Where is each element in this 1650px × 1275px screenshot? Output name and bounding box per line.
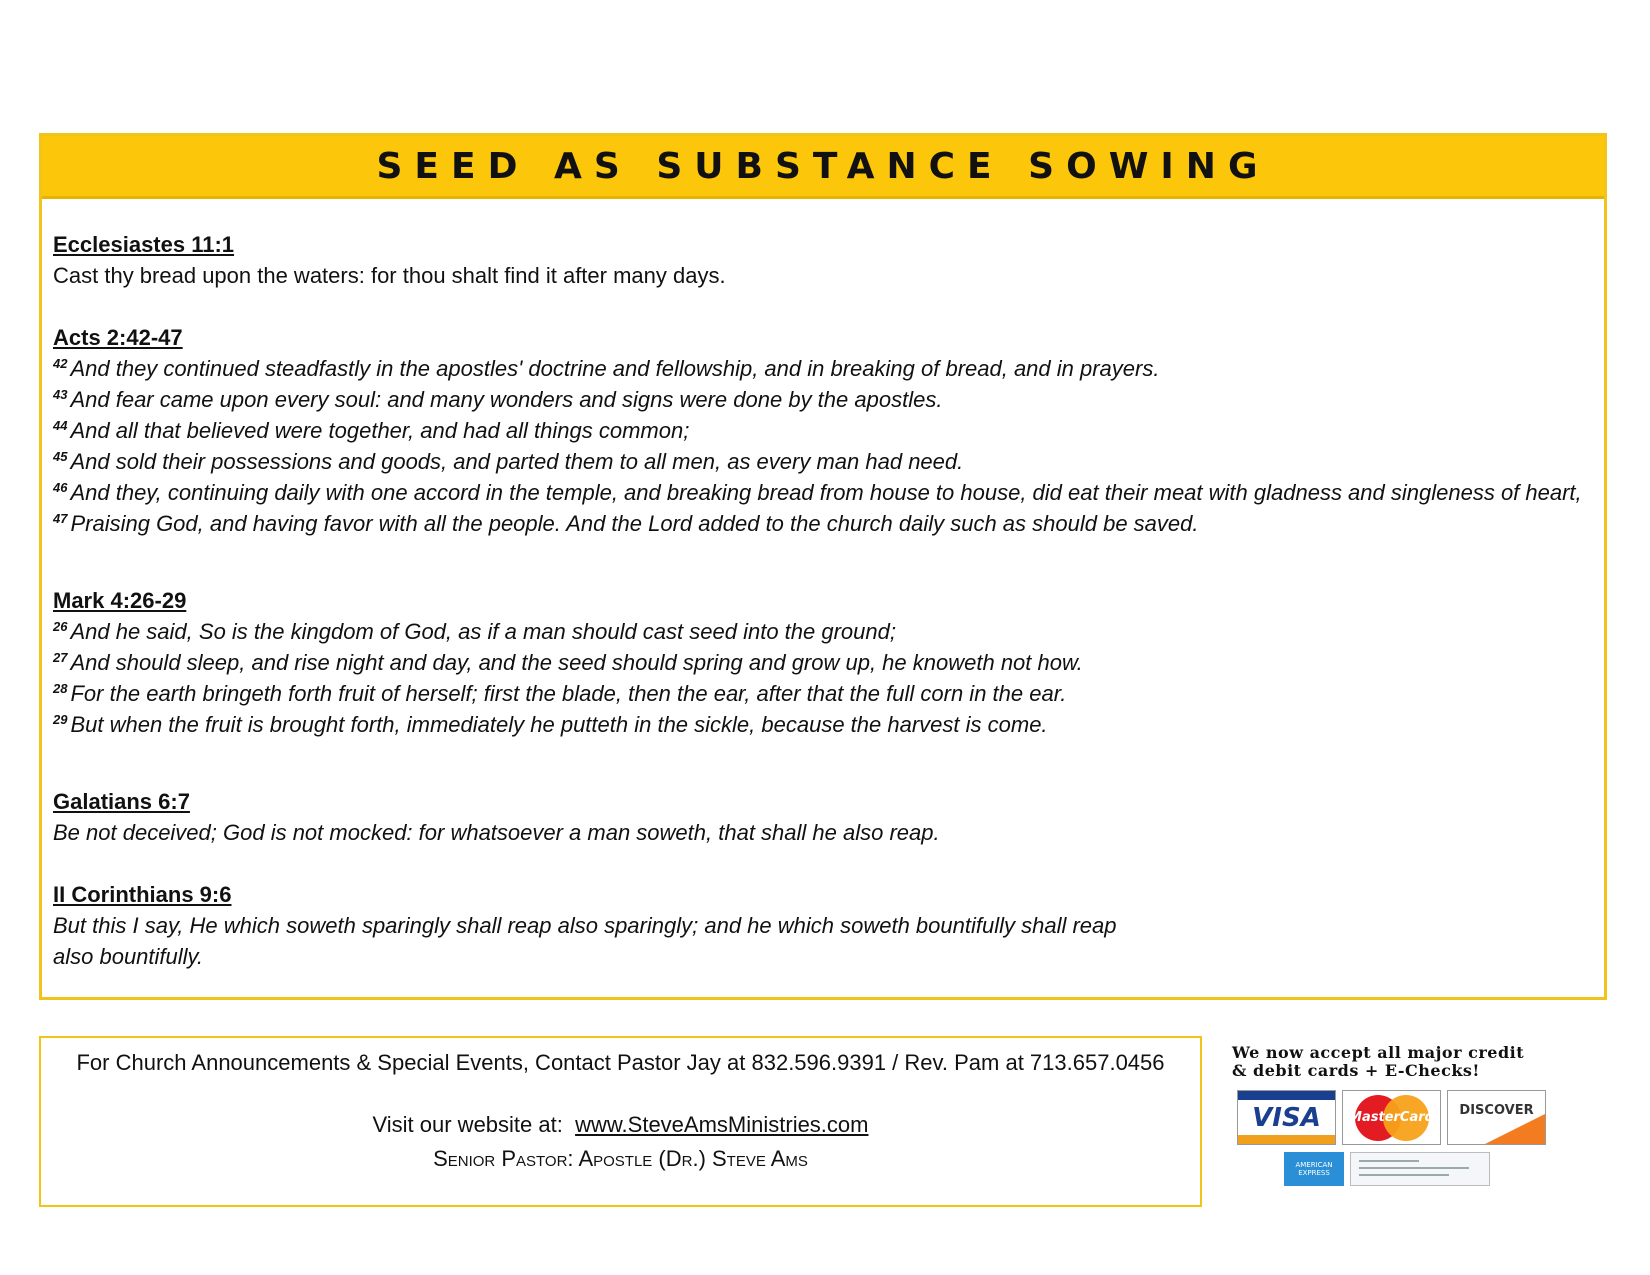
verse-number: 29 bbox=[53, 711, 68, 727]
payment-text-line1: We now accept all major credit bbox=[1232, 1043, 1525, 1062]
verse bbox=[53, 446, 1593, 477]
verse bbox=[53, 647, 1593, 678]
scripture-section-galatians bbox=[53, 786, 1593, 848]
verse-number: 27 bbox=[53, 649, 68, 665]
contact-info: For Church Announcements & Special Events, Contact Pastor Jay at 832.596.9391 / Rev. Pam at 713.657.0456 bbox=[76, 1050, 1165, 1075]
verse-number: 47 bbox=[53, 510, 68, 526]
verse-text: And sold their possessions and goods, and parted them to all men, as every man had need. bbox=[70, 449, 964, 474]
amex-logo bbox=[1284, 1152, 1344, 1186]
website-link[interactable]: www.SteveAmsMinistries.com bbox=[575, 1112, 869, 1137]
echeck-icon bbox=[1350, 1152, 1490, 1186]
amex-logo-text: AMERICAN EXPRESS bbox=[1295, 1161, 1333, 1177]
verse-text: And he said, So is the kingdom of God, as if a man should cast seed into the ground; bbox=[70, 619, 896, 644]
payment-text-line2: & debit cards + E-Checks! bbox=[1232, 1061, 1480, 1080]
verse-text: Cast thy bread upon the waters: for thou shalt find it after many days. bbox=[53, 263, 726, 288]
verse bbox=[53, 709, 1593, 740]
verse-text: And all that believed were together, and had all things common; bbox=[70, 418, 690, 443]
scripture-section-corinthians bbox=[53, 879, 1593, 972]
visa-logo-text: VISA bbox=[1252, 1102, 1321, 1133]
verse bbox=[53, 678, 1593, 709]
scripture-section-acts bbox=[53, 322, 1593, 539]
verse bbox=[53, 353, 1593, 384]
scripture-content bbox=[42, 199, 1604, 972]
scripture-reference: Mark 4:26-29 bbox=[53, 588, 187, 613]
scripture-reference: II Corinthians 9:6 bbox=[53, 882, 232, 907]
verse bbox=[53, 477, 1593, 508]
verse-text: And fear came upon every soul: and many wonders and signs were done by the apostles. bbox=[70, 387, 943, 412]
verse-number: 42 bbox=[53, 355, 68, 371]
mastercard-logo-text: MasterCard bbox=[1349, 1110, 1434, 1125]
verse bbox=[53, 508, 1593, 539]
verse-number: 28 bbox=[53, 680, 68, 696]
discover-logo bbox=[1447, 1090, 1546, 1145]
verse-number: 45 bbox=[53, 448, 68, 464]
verse bbox=[53, 384, 1593, 415]
verse-text: And they continued steadfastly in the apostles' doctrine and fellowship, and in breaking of bread, and in prayers. bbox=[70, 356, 1160, 381]
verse bbox=[53, 616, 1593, 647]
scripture-panel bbox=[39, 133, 1607, 1000]
contact-footer bbox=[39, 1036, 1202, 1207]
verse-number: 46 bbox=[53, 479, 68, 495]
verse-text: Praising God, and having favor with all the people. And the Lord added to the church daily such as should be saved. bbox=[70, 511, 1199, 536]
verse-text: also bountifully. bbox=[53, 944, 204, 969]
scripture-reference: Galatians 6:7 bbox=[53, 789, 190, 814]
verse-text: For the earth bringeth forth fruit of herself; first the blade, then the ear, after that the full corn in the ear. bbox=[70, 681, 1067, 706]
scripture-reference: Ecclesiastes 11:1 bbox=[53, 232, 235, 257]
verse-text: Be not deceived; God is not mocked: for whatsoever a man soweth, that shall he also reap. bbox=[53, 820, 940, 845]
discover-logo-text: DISCOVER bbox=[1459, 1103, 1534, 1118]
scripture-reference: Acts 2:42-47 bbox=[53, 325, 183, 350]
senior-pastor: Senior Pastor: Apostle (Dr.) Steve Ams bbox=[433, 1146, 808, 1171]
website-label: Visit our website at: bbox=[372, 1112, 563, 1137]
verse-number: 26 bbox=[53, 618, 68, 634]
verse-number: 44 bbox=[53, 417, 68, 433]
visa-logo bbox=[1237, 1090, 1336, 1145]
verse bbox=[53, 415, 1593, 446]
page-title: SEED AS SUBSTANCE SOWING bbox=[376, 145, 1270, 187]
scripture-section-mark bbox=[53, 585, 1593, 740]
title-bar bbox=[42, 136, 1604, 199]
payment-methods bbox=[1232, 1044, 1592, 1194]
mastercard-logo bbox=[1342, 1090, 1441, 1145]
verse-text: But when the fruit is brought forth, immediately he putteth in the sickle, because the harvest is come. bbox=[70, 712, 1048, 737]
website-line bbox=[41, 1110, 1200, 1140]
scripture-section-ecclesiastes bbox=[53, 229, 1593, 291]
verse-text: And they, continuing daily with one accord in the temple, and breaking bread from house to house, did eat their meat with gladness and singleness of heart, bbox=[70, 480, 1582, 505]
verse-number: 43 bbox=[53, 386, 68, 402]
verse-text: And should sleep, and rise night and day, and the seed should spring and grow up, he knoweth not how. bbox=[70, 650, 1083, 675]
verse-text: But this I say, He which soweth sparingly shall reap also sparingly; and he which soweth bountifully shall reap bbox=[53, 913, 1117, 938]
